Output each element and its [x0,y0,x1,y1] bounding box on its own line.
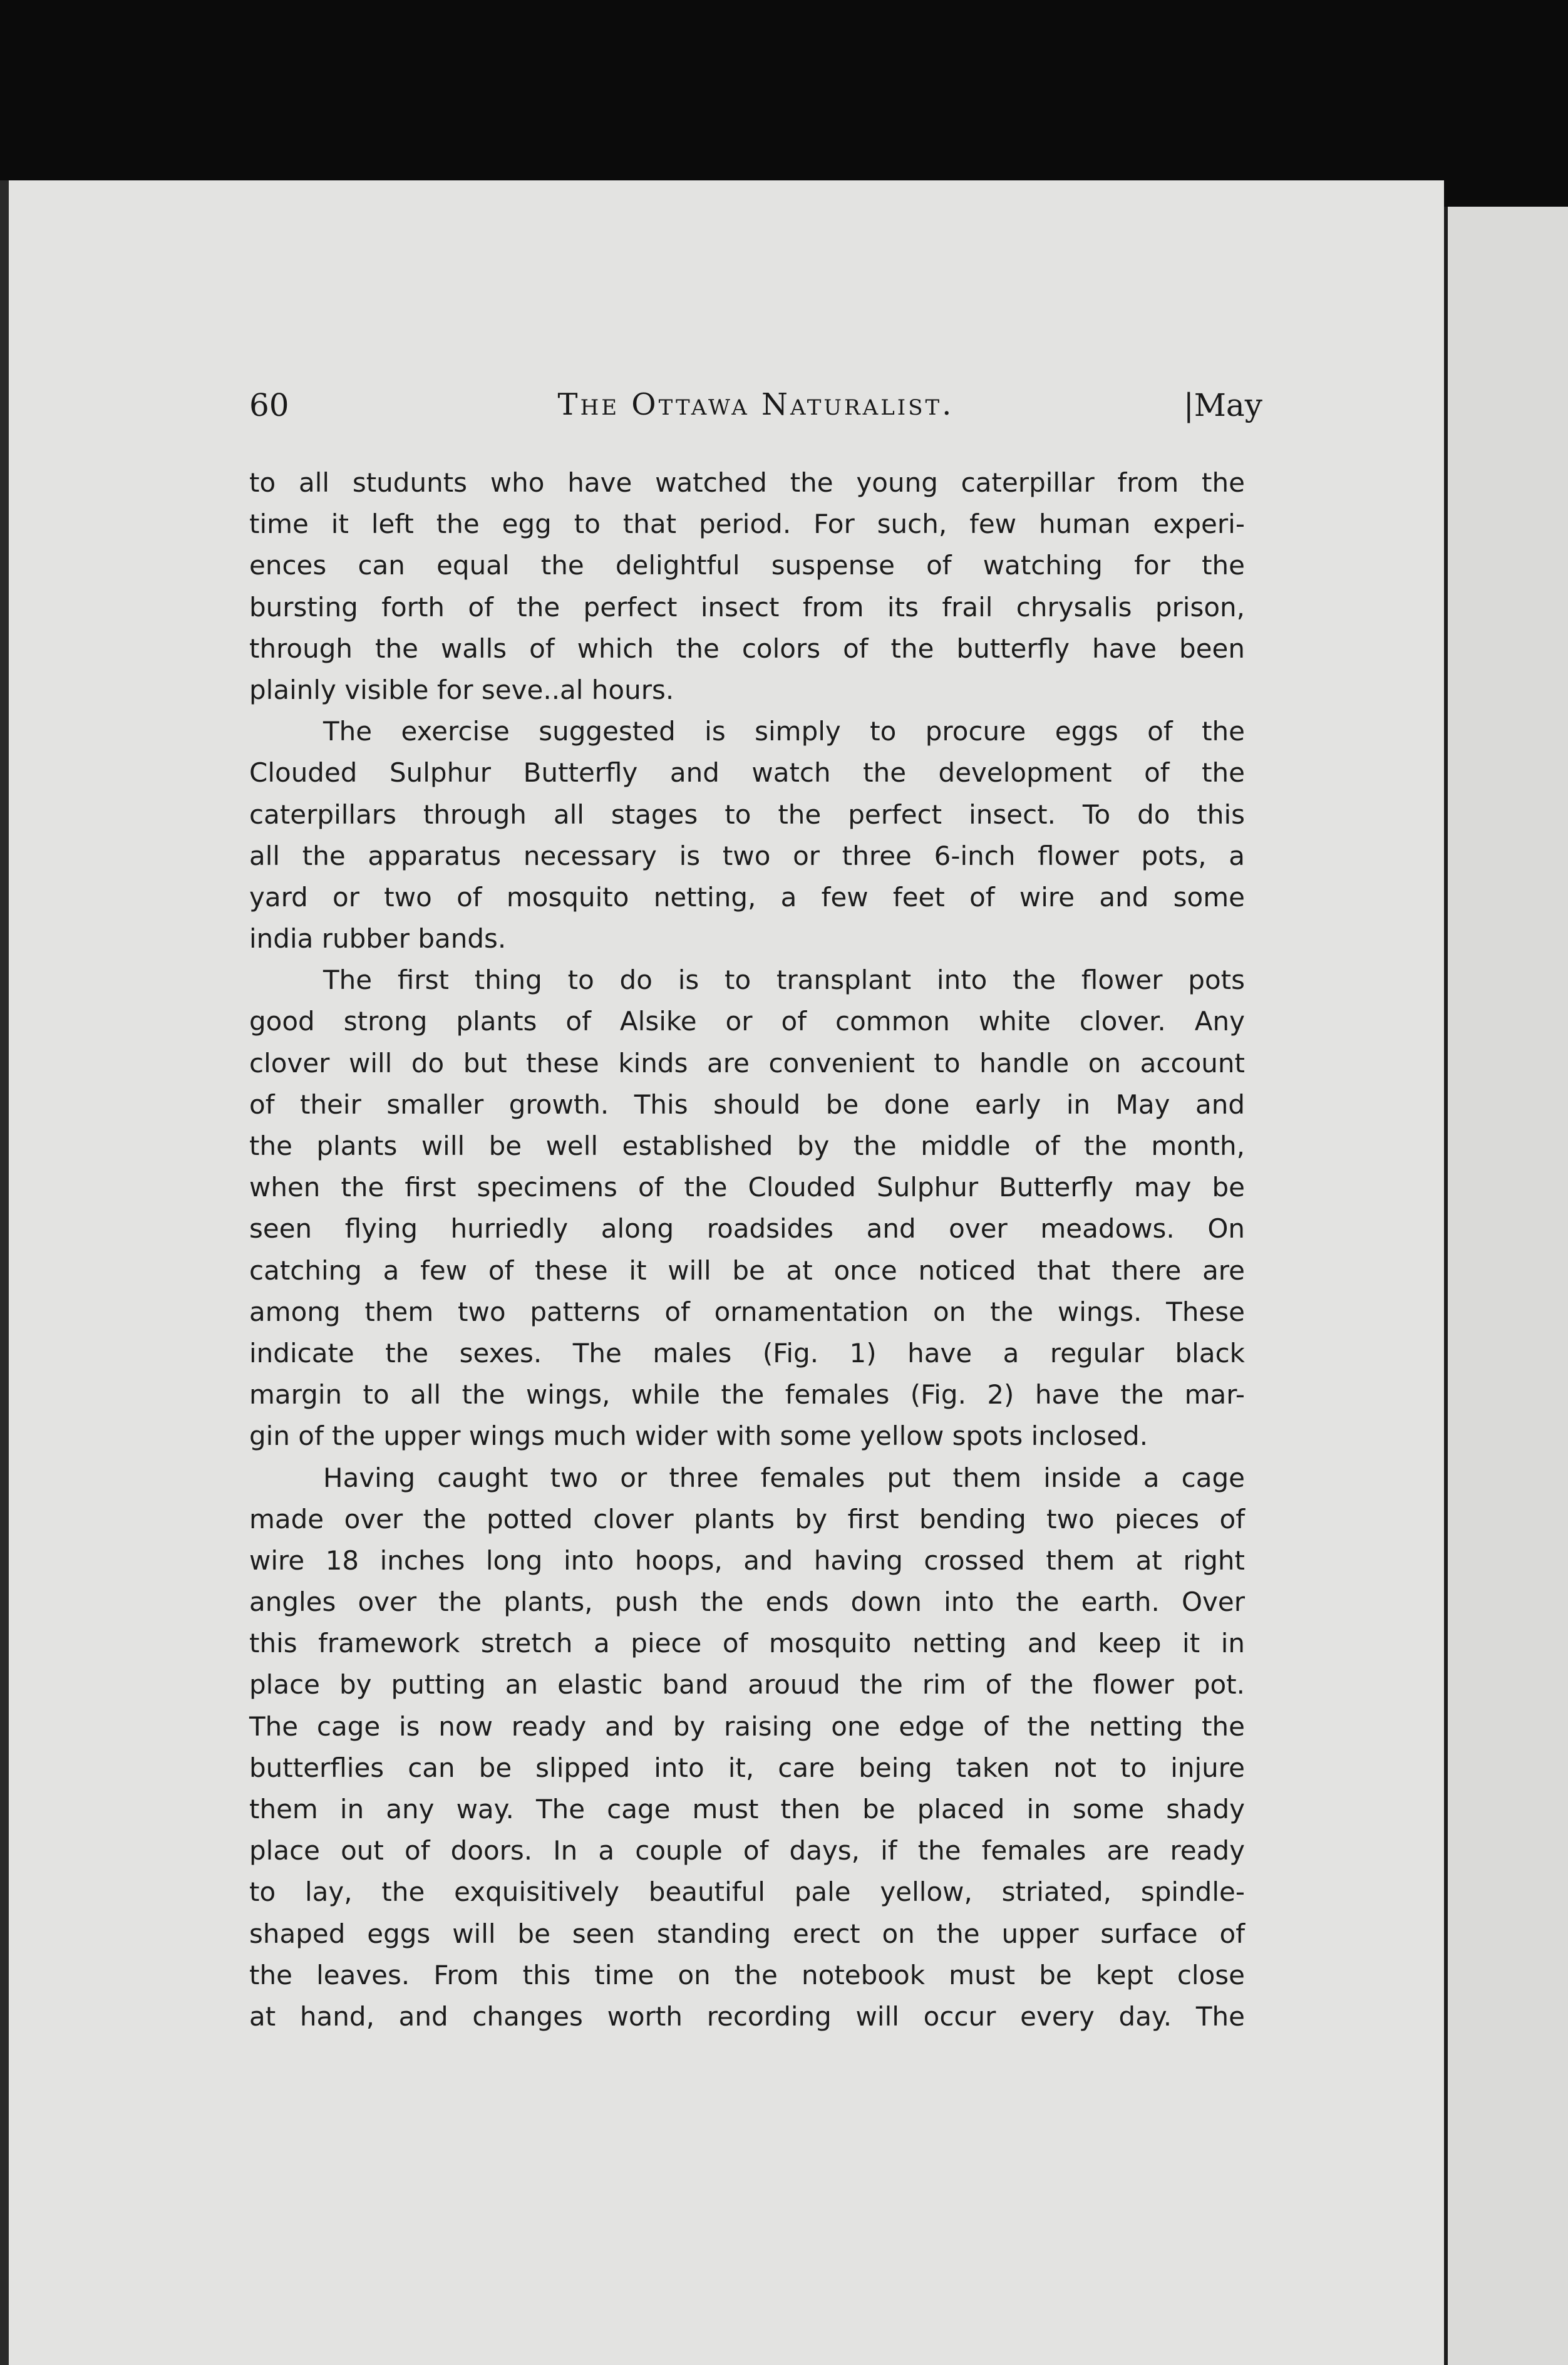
text-line: margin to all the wings, while the females (Fig. 2) have the mar- [249,1379,1245,1410]
text-line: Clouded Sulphur Butterfly and watch the development of the [249,757,1245,789]
text-line: angles over the plants, push the ends down into the earth. Over [249,1586,1245,1618]
text-line: The cage is now ready and by raising one edge of the netting the [249,1710,1245,1742]
text-line: them in any way. The cage must then be placed in some shady [249,1794,1245,1824]
page-number: 60 [249,387,289,423]
binding-shadow [0,180,9,2365]
text-line: among them two patterns of ornamentation on the wings. These [249,1296,1245,1327]
next-page-edge [1444,207,1568,2365]
text-line: The exercise suggested is simply to procure eggs of the [323,716,1245,747]
text-line: to all studunts who have watched the young caterpillar from the [249,467,1245,498]
text-line: all the apparatus necessary is two or three 6-inch flower pots, a [249,840,1245,871]
text-line: to lay, the exquisitively beautiful pale yellow, striated, spindle- [249,1876,1245,1908]
text-line: wire 18 inches long into hoops, and having crossed them at right [249,1545,1245,1576]
running-head [249,387,1262,437]
text-line: clover will do but these kinds are convenient to handle on account [249,1047,1245,1079]
text-line: when the first specimens of the Clouded Sulphur Butterfly may be [249,1172,1245,1203]
text-line: indicate the sexes. The males (Fig. 1) have a regular black [249,1337,1245,1369]
text-line: india rubber bands. [249,923,507,955]
text-line: ences can equal the delightful suspense of watching for the [249,550,1245,581]
text-line: time it left the egg to that period. For such, few human experi- [249,509,1245,540]
text-line: plainly visible for seve..al hours. [249,674,674,705]
text-line: seen flying hurriedly along roadsides and over meadows. On [249,1213,1245,1245]
text-line: made over the potted clover plants by first bending two pieces of [249,1503,1245,1534]
text-line: this framework stretch a piece of mosquito netting and keep it in [249,1628,1245,1659]
text-line: yard or two of mosquito netting, a few feet of wire and some [249,881,1245,913]
issue-month: |May [1183,387,1262,423]
text-line: gin of the upper wings much wider with some yellow spots inclosed. [249,1421,1148,1452]
text-line: The first thing to do is to transplant into the flower pots [323,965,1245,996]
text-line: caterpillars through all stages to the perfect insect. To do this [249,799,1245,830]
text-line: the plants will be well established by the middle of the month, [249,1131,1245,1161]
text-line: through the walls of which the colors of the butterfly have been [249,633,1245,664]
text-line: good strong plants of Alsike or of common white clover. Any [249,1006,1245,1037]
text-line: at hand, and changes worth recording will occur every day. The [249,2000,1245,2032]
text-line: of their smaller growth. This should be done early in May and [249,1089,1245,1120]
text-line: place by putting an elastic band arouud the rim of the flower pot. [249,1669,1245,1700]
article-body [249,462,1245,2037]
page-edge-line [1444,207,1448,2365]
text-line: butterflies can be slipped into it, care being taken not to injure [249,1752,1245,1783]
text-line: place out of doors. In a couple of days, if the females are ready [249,1835,1245,1866]
text-line: catching a few of these it will be at once noticed that there are [249,1255,1245,1286]
journal-title: The Ottawa Naturalist. [557,387,954,422]
text-line: Having caught two or three females put them inside a cage [323,1462,1245,1493]
text-line: the leaves. From this time on the notebook must be kept close [249,1959,1245,1990]
text-line: shaped eggs will be seen standing erect on the upper surface of [249,1918,1245,1949]
text-line: bursting forth of the perfect insect from its frail chrysalis prison, [249,591,1245,623]
